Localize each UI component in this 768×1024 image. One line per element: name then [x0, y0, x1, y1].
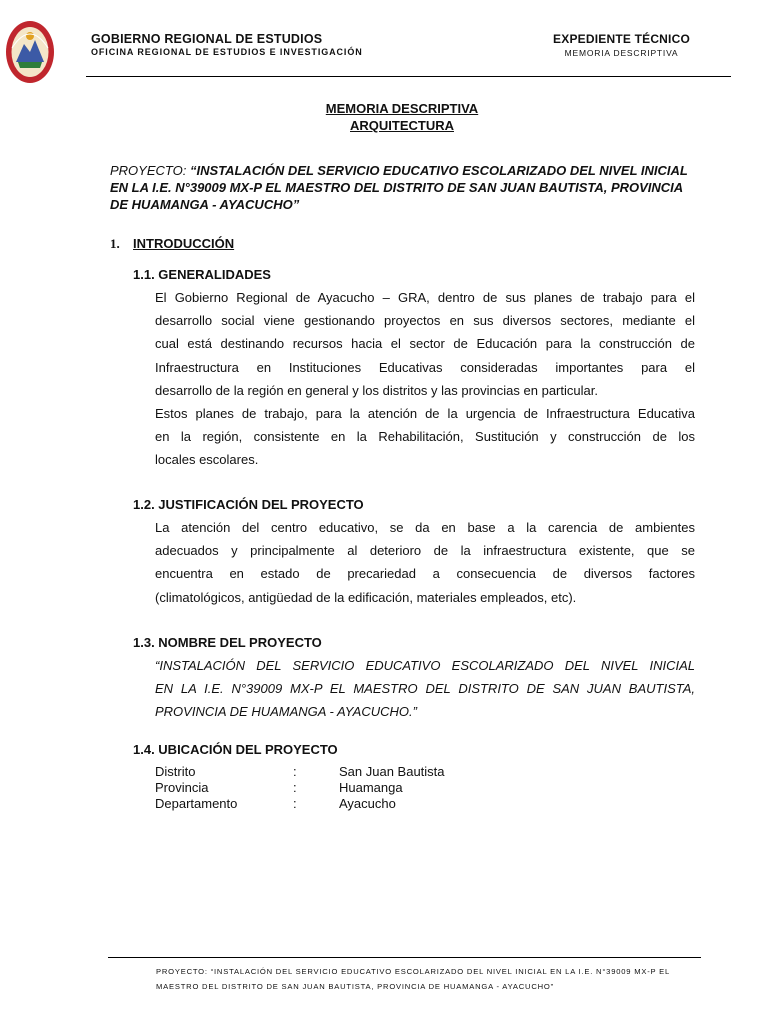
location-value: Huamanga	[339, 780, 403, 795]
paragraph-line: en la región, consistente en la Rehabilitación, Sustitución y construcción de los	[155, 429, 695, 445]
paragraph-line: adecuados y principalmente al deterioro de la infraestructura existente, que se	[155, 543, 695, 559]
section-introduccion-heading	[110, 235, 234, 252]
subsection-justificacion-heading: 1.2. JUSTIFICACIÓN DEL PROYECTO	[133, 497, 364, 512]
paragraph-line: encuentra en estado de precariedad a consecuencia de diversos factores	[155, 566, 695, 582]
location-key: Distrito	[155, 764, 196, 779]
paragraph-line: PROVINCIA DE HUAMANGA - AYACUCHO.”	[155, 704, 417, 720]
paragraph-line: cual está destinando recursos hacia el sector de Educación para la construcción de	[155, 336, 695, 352]
paragraph-line: “INSTALACIÓN DEL SERVICIO EDUCATIVO ESCOLARIZADO DEL NIVEL INICIAL	[155, 658, 695, 673]
generalidades-body	[155, 286, 695, 472]
paragraph-line: Estos planes de trabajo, para la atención de la urgencia de Infraestructura Educativa	[155, 406, 695, 422]
footer-line-2: MAESTRO DEL DISTRITO DE SAN JUAN BAUTISTA, PROVINCIA DE HUAMANGA - AYACUCHO”	[156, 981, 554, 991]
subsection-generalidades-heading: 1.1. GENERALIDADES	[133, 267, 271, 282]
paragraph-line: locales escolares.	[155, 452, 259, 468]
location-value: San Juan Bautista	[339, 764, 445, 779]
regional-seal-logo	[4, 18, 56, 86]
paragraph-line: (climatológicos, antigüedad de la edificación, materiales empleados, etc).	[155, 589, 577, 605]
nombre-proyecto-body	[155, 654, 695, 724]
title-line-2: ARQUITECTURA	[350, 118, 454, 133]
header-organization	[91, 32, 363, 57]
footer-line-1: PROYECTO: “INSTALACIÓN DEL SERVICIO EDUCATIVO ESCOLARIZADO DEL NIVEL INICIAL EN LA I.E. N°39009 MX-P EL	[156, 967, 671, 976]
location-key: Provincia	[155, 780, 209, 795]
memoria-label: MEMORIA DESCRIPTIVA	[564, 48, 679, 58]
project-statement	[110, 162, 700, 213]
header-document-type	[553, 32, 690, 58]
title-line-1: MEMORIA DESCRIPTIVA	[325, 101, 479, 116]
location-row	[155, 780, 445, 796]
paragraph-line: desarrollo de la región en general y los distritos y las provincias en particular.	[155, 382, 598, 398]
header-divider	[86, 76, 731, 77]
organization-name: GOBIERNO REGIONAL DE ESTUDIOS	[91, 32, 323, 46]
location-separator: :	[293, 764, 297, 779]
subsection-nombre-heading: 1.3. NOMBRE DEL PROYECTO	[133, 635, 322, 650]
location-row	[155, 764, 445, 780]
paragraph-line: La atención del centro educativo, se da en base a la carencia de ambientes	[155, 520, 695, 535]
location-separator: :	[293, 780, 297, 795]
expediente-label: EXPEDIENTE TÉCNICO	[553, 32, 690, 46]
paragraph-line: EN LA I.E. N°39009 MX-P EL MAESTRO DEL DISTRITO DE SAN JUAN BAUTISTA,	[155, 681, 695, 697]
justificacion-body	[155, 516, 695, 609]
location-separator: :	[293, 796, 297, 811]
section-number: 1.	[110, 236, 120, 251]
paragraph-line: desarrollo social viene gestionando proyectos en sus diversos sectores, mediante el	[155, 313, 695, 329]
project-name: “INSTALACIÓN DEL SERVICIO EDUCATIVO ESCOLARIZADO DEL NIVEL INICIAL EN LA I.E. N°39009 MX-P EL MAESTRO DEL DISTRITO DE SAN JUAN BAUTISTA, PROVINCIA DE HUAMANGA - AYACUCHO”	[110, 163, 688, 212]
paragraph-line: El Gobierno Regional de Ayacucho – GRA, dentro de sus planes de trabajo para el	[155, 290, 695, 305]
office-name: OFICINA REGIONAL DE ESTUDIOS E INVESTIGACIÓN	[91, 47, 363, 57]
project-label: PROYECTO:	[110, 163, 190, 178]
footer-divider	[108, 957, 701, 958]
subsection-ubicacion-heading: 1.4. UBICACIÓN DEL PROYECTO	[133, 742, 338, 757]
location-row	[155, 796, 445, 812]
paragraph-line: Infraestructura en Instituciones Educativas consideradas importantes para el	[155, 359, 695, 375]
section-title: INTRODUCCIÓN	[133, 236, 235, 251]
location-key: Departamento	[155, 796, 238, 811]
ubicacion-table	[155, 764, 445, 812]
document-title	[0, 100, 768, 134]
footer-project	[156, 965, 696, 994]
location-value: Ayacucho	[339, 796, 396, 811]
